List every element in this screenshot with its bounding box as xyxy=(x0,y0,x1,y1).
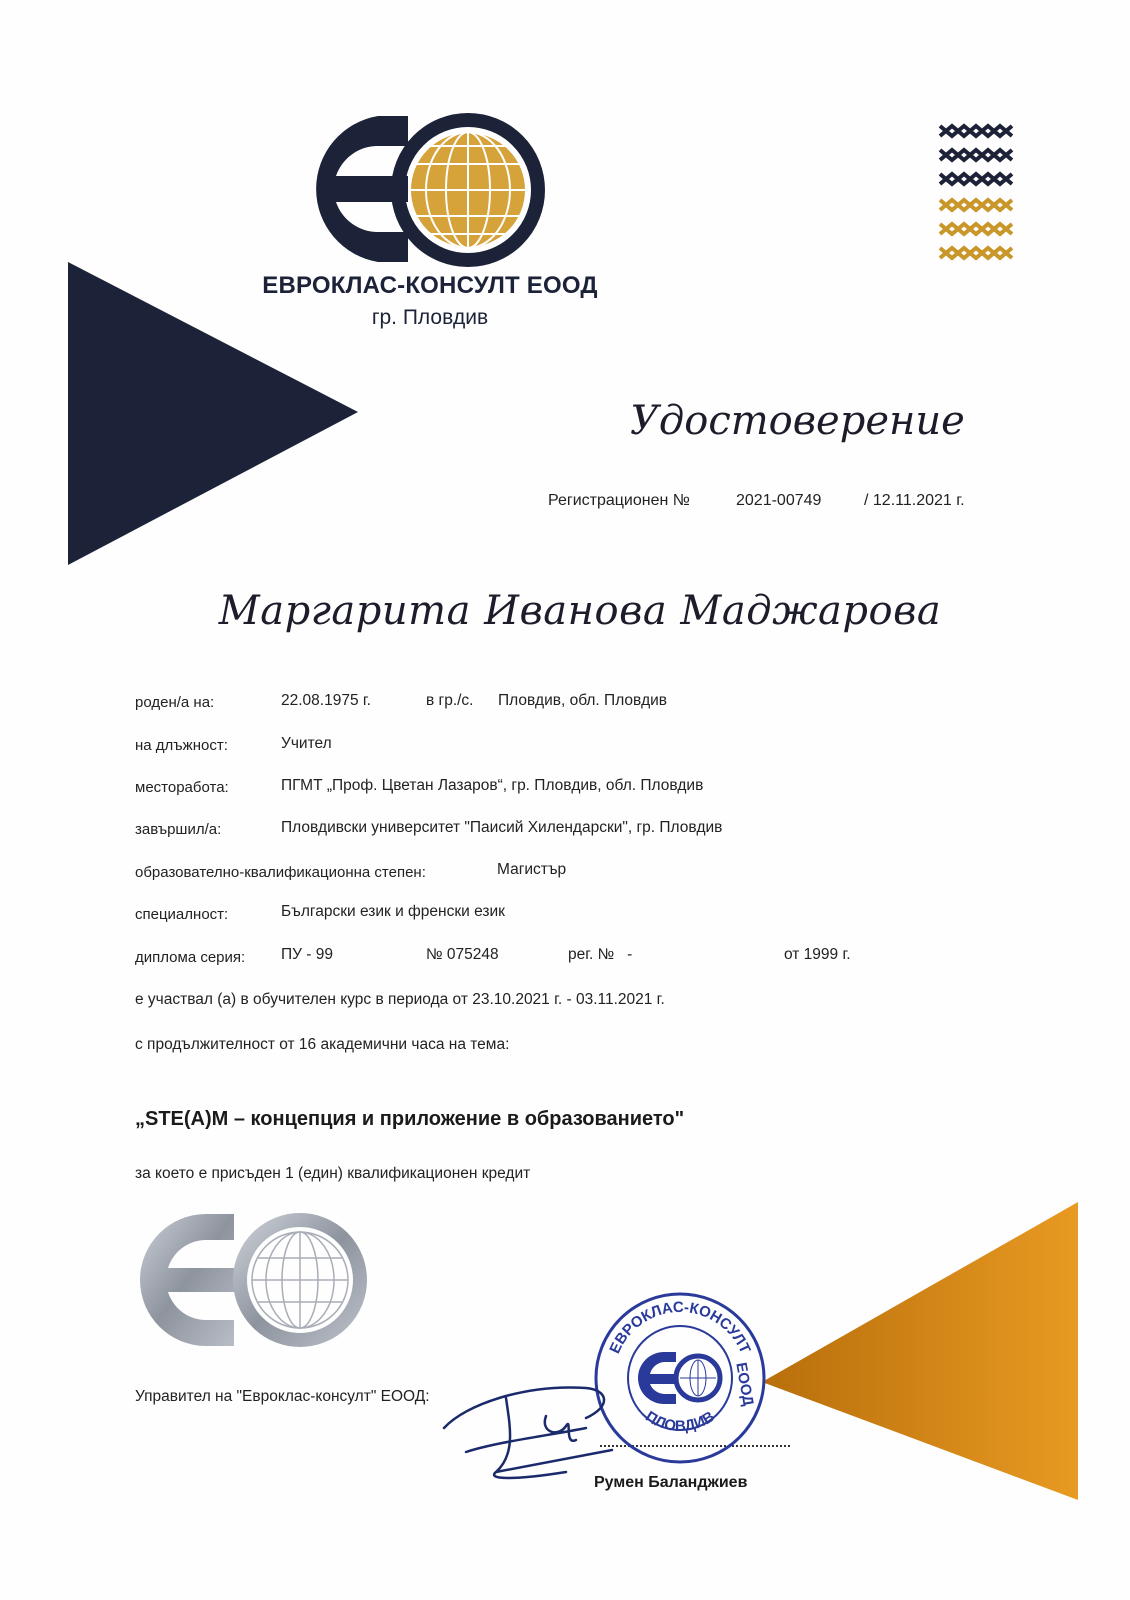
signer-name: Румен Баланджиев xyxy=(594,1474,748,1491)
degree-value: Магистър xyxy=(497,861,567,878)
stamp-bottom-text: ПЛОВДИВ xyxy=(642,1408,718,1435)
diploma-year: от 1999 г. xyxy=(784,946,851,963)
course-title: „STE(A)M – концепция и приложение в образованието" xyxy=(135,1108,685,1130)
zigzag-decoration xyxy=(938,120,1014,266)
diploma-number: № 075248 xyxy=(426,946,499,963)
born-place-label: в гр./с. xyxy=(426,692,474,709)
born-label: роден/а на: xyxy=(135,694,215,711)
orange-triangle-decoration xyxy=(762,1200,1082,1504)
specialty-value: Български език и френски език xyxy=(281,903,505,920)
organization-name: ЕВРОКЛАС-КОНСУЛТ ЕООД xyxy=(262,272,598,299)
stamp-right-text: ЕООД xyxy=(732,1361,757,1408)
registration-number: 2021-00749 xyxy=(736,492,822,509)
silver-logo-watermark xyxy=(136,1210,372,1350)
handwritten-signature xyxy=(436,1376,636,1486)
diploma-reg: рег. № - xyxy=(568,946,633,963)
person-name: Маргарита Иванова Маджарова xyxy=(218,588,942,634)
stamp-top-text: ЕВРОКЛАС-КОНСУЛТ xyxy=(606,1298,754,1357)
participation-statement: е участвал (а) в обучителен курс в периода от 23.10.2021 г. - 03.11.2021 г. xyxy=(135,991,665,1008)
born-place: Пловдив, обл. Пловдив xyxy=(498,692,668,709)
duration-statement: с продължителност от 16 академични часа на тема: xyxy=(135,1036,510,1053)
diploma-series: ПУ - 99 xyxy=(281,946,334,963)
position-value: Учител xyxy=(281,735,332,752)
organization-city: гр. Пловдив xyxy=(371,306,489,329)
registration-label: Регистрационен № xyxy=(548,492,690,509)
degree-label: образователно-квалификационна степен: xyxy=(135,864,426,881)
signature-label: Управител на "Евроклас-консулт" ЕООД: xyxy=(135,1388,430,1405)
graduated-value: Пловдивски университет "Паисий Хилендарски", гр. Пловдив xyxy=(281,819,723,836)
diploma-label: диплома серия: xyxy=(135,949,246,966)
specialty-label: специалност: xyxy=(135,906,229,923)
credit-statement: за което е присъден 1 (един) квалификационен кредит xyxy=(135,1165,531,1182)
document-title: Удостоверение xyxy=(630,398,965,444)
position-label: на длъжност: xyxy=(135,737,228,754)
workplace-label: месторабота: xyxy=(135,779,229,796)
born-date: 22.08.1975 г. xyxy=(281,692,371,709)
graduated-label: завършил/а: xyxy=(135,821,222,838)
registration-date: / 12.11.2021 г. xyxy=(864,492,965,509)
workplace-value: ПГМТ „Проф. Цветан Лазаров“, гр. Пловдив, обл. Пловдив xyxy=(281,777,704,794)
euroclass-logo xyxy=(296,108,546,268)
